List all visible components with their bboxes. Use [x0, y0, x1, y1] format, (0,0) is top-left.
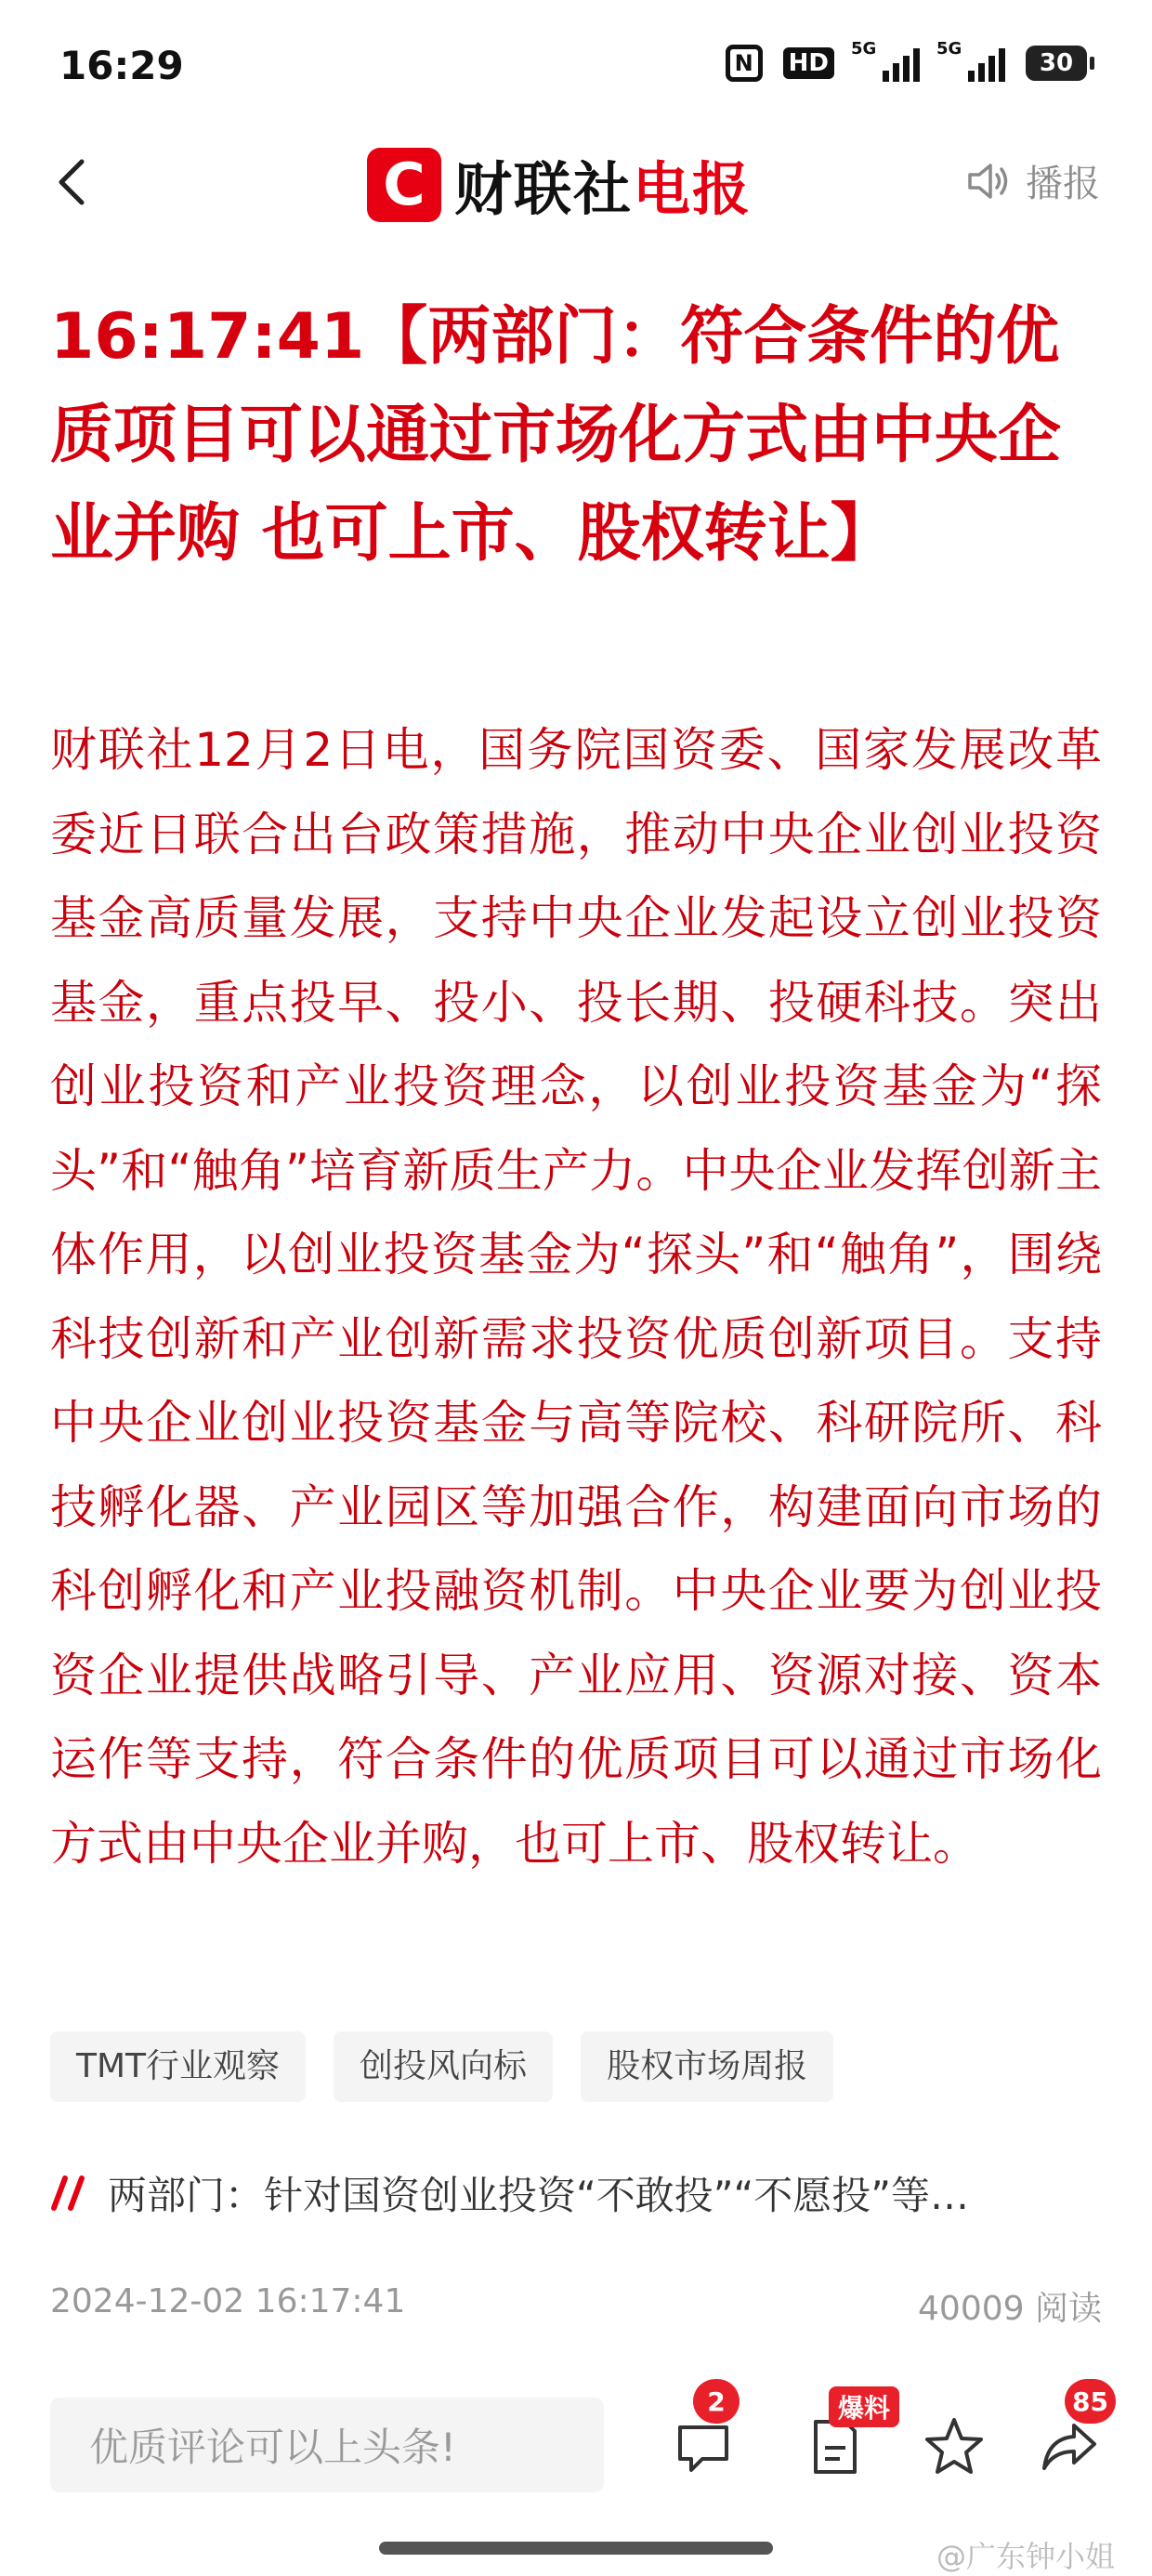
watermark: @广东钟小姐 [936, 2539, 1115, 2574]
comment-input[interactable]: 优质评论可以上头条! [50, 2398, 604, 2492]
share-icon[interactable] [1037, 2414, 1102, 2479]
article-meta [50, 2282, 1102, 2330]
share-count-badge: 85 [1065, 2379, 1116, 2424]
publish-datetime: 2024-12-02 16:17:41 [50, 2282, 406, 2320]
speaker-icon [962, 156, 1013, 206]
broadcast-button[interactable] [962, 154, 1100, 207]
related-article-title: 两部门：针对国资创业投资“不敢投”“不愿投”等… [108, 2173, 970, 2218]
tag-item[interactable]: 股权市场周报 [581, 2031, 833, 2102]
double-slash-icon [50, 2173, 91, 2214]
logo-badge: C [367, 148, 441, 222]
tag-item[interactable]: 创投风向标 [334, 2031, 553, 2102]
nfc-icon: N [726, 45, 763, 82]
home-indicator[interactable] [379, 2542, 773, 2555]
related-article-link[interactable] [50, 2165, 1072, 2221]
comment-count-badge: 2 [693, 2379, 740, 2424]
read-count: 40009 阅读 [918, 2290, 1102, 2328]
status-time: 16:29 [59, 43, 184, 88]
logo-text-black: 财联社 [454, 155, 634, 223]
baoliao-badge: 爆料 [829, 2386, 899, 2427]
broadcast-label: 播报 [1026, 163, 1100, 205]
back-arrow-icon[interactable] [46, 154, 102, 210]
app-header [0, 130, 1152, 242]
signal-icon-1: 5G [855, 45, 920, 82]
status-bar [0, 0, 1152, 130]
bottom-action-bar [0, 2379, 1152, 2509]
status-icons [726, 39, 1087, 82]
hd-icon: HD [783, 47, 834, 79]
battery-icon: 30 [1026, 46, 1087, 81]
tag-list [50, 2031, 833, 2102]
app-logo [367, 143, 752, 226]
tag-item[interactable]: TMT行业观察 [50, 2031, 306, 2102]
comment-icon[interactable] [671, 2414, 736, 2479]
article-headline: 16:17:41【两部门：符合条件的优质项目可以通过市场化方式由中央企业并购 也可上市、股权转让】 [50, 300, 1062, 571]
star-favorite-icon[interactable] [922, 2414, 987, 2479]
signal-icon-2: 5G [940, 45, 1005, 82]
logo-text-red: 电报 [633, 155, 753, 223]
article-body: 财联社12月2日电，国务院国资委、国家发展改革委近日联合出台政策措施，推动中央企业创业投资基金高质量发展，支持中央企业发起设立创业投资基金，重点投早、投小、投长期、投硬科技。突出创业投资和产业投资理念，以创业投资基金为“探头”和“触角”培育新质生产力。中央企业发挥创新主体作用，以创业投资基金为“探头”和“触角”，围绕科技创新和产业创新需求投资优质创新项目。支持中央企业创业投资基金与高等院校、科研院所、科技孵化器、产业园区等加强合作，构建面向市场的科创孵化和产业投融资机制。中央企业要为创业投资企业提供战略引导、产业应用、资源对接、资本运作等支持，符合条件的优质项目可以通过市场化方式由中央企业并购，也可上市、股权转让。 [50, 723, 1102, 1871]
logo-text [454, 143, 752, 226]
